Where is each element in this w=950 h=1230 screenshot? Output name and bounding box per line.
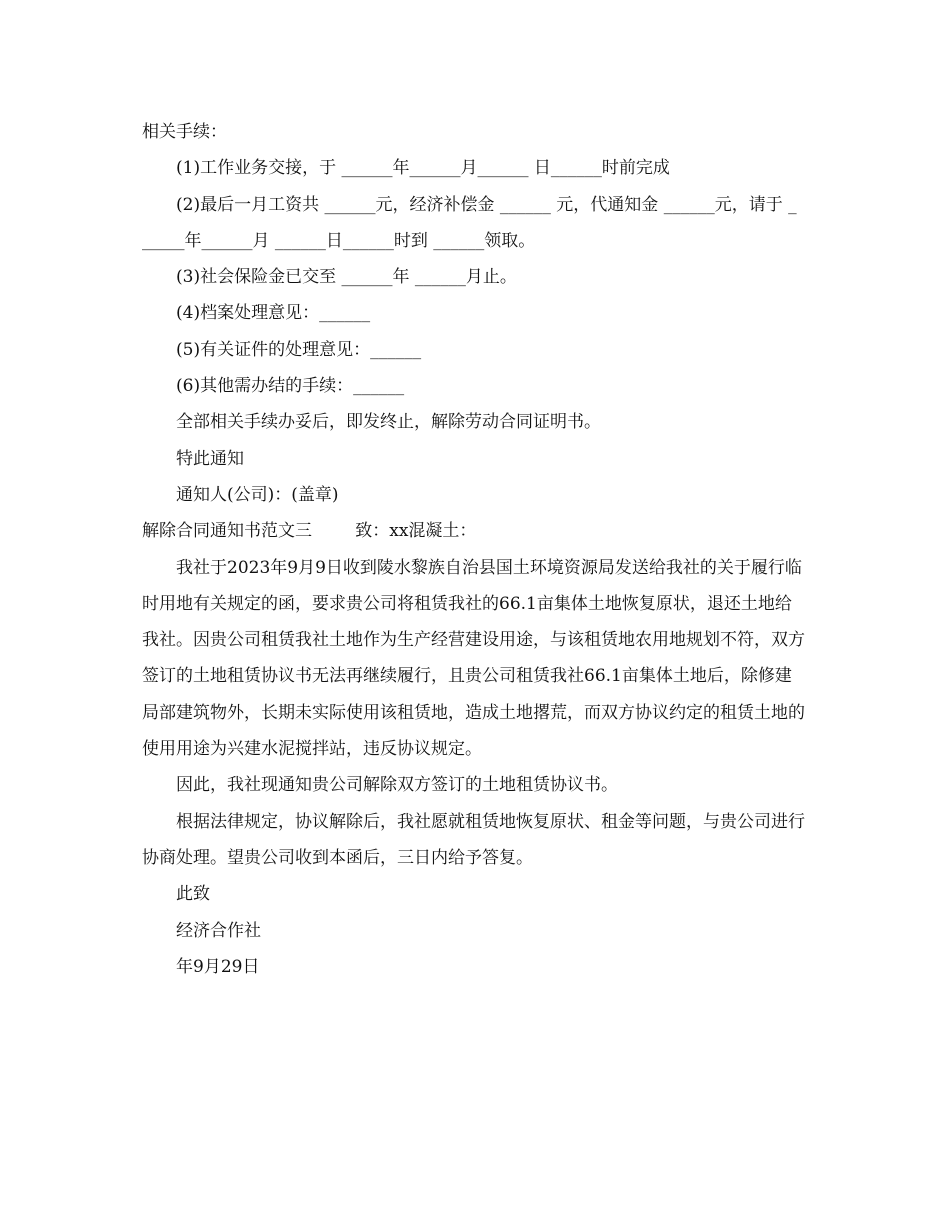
sample-title: 解除合同通知书范文三 致：xx混凝土： (142, 521, 477, 542)
notifier-line: 通知人(公司)：(盖章) (176, 484, 339, 505)
paragraph: 我社于2023年9月9日收到陵水黎族自治县国土环境资源局发送给我社的关于履行临时用地有关规定的函，要求贵公司将租赁我社的66.1亩集体土地恢复原状，退还土地给我社。因贵公司租赁我社土地作为生产经营建设用途，与该租赁地农用地规划不符，双方签订的土地租赁协议书无法再继续履行，且贵公司租赁我社66.1亩集体土地后，除修建局部建筑物外，长期未实际使用该租赁地，造成土地撂荒，而双方协议约定的租赁土地的使用用途为兴建水泥搅拌站，违反协议规定。 (142, 557, 805, 760)
list-item: (1)工作业务交接，于 ______年______月______ 日______时前完成 (176, 158, 670, 179)
list-item: (2)最后一月工资共 ______元，经济补偿金 ______ 元，代通知金 ______元，请于 ______年______月 ______日______时到 ______领取。 (142, 194, 797, 251)
list-item: (6)其他需办结的手续：______ (176, 376, 405, 397)
list-item: (4)档案处理意见：______ (176, 303, 371, 324)
paragraph: 因此，我社现通知贵公司解除双方签订的土地租赁协议书。 (176, 775, 618, 796)
signatory-line: 经济合作社 (176, 920, 261, 941)
closing-line: 此致 (176, 884, 210, 905)
list-item: (3)社会保险金已交至 ______年 ______月止。 (176, 267, 517, 288)
list-item: (5)有关证件的处理意见：______ (176, 339, 422, 360)
notice-line: 特此通知 (176, 448, 244, 469)
date-line: 年9月29日 (176, 956, 260, 977)
section-heading: 相关手续： (142, 122, 227, 142)
document-body (142, 114, 805, 985)
paragraph: 根据法律规定，协议解除后，我社愿就租赁地恢复原状、租金等问题，与贵公司进行协商处理。望贵公司收到本函后，三日内给予答复。 (142, 811, 805, 868)
paragraph: 全部相关手续办妥后，即发终止，解除劳动合同证明书。 (176, 412, 601, 433)
